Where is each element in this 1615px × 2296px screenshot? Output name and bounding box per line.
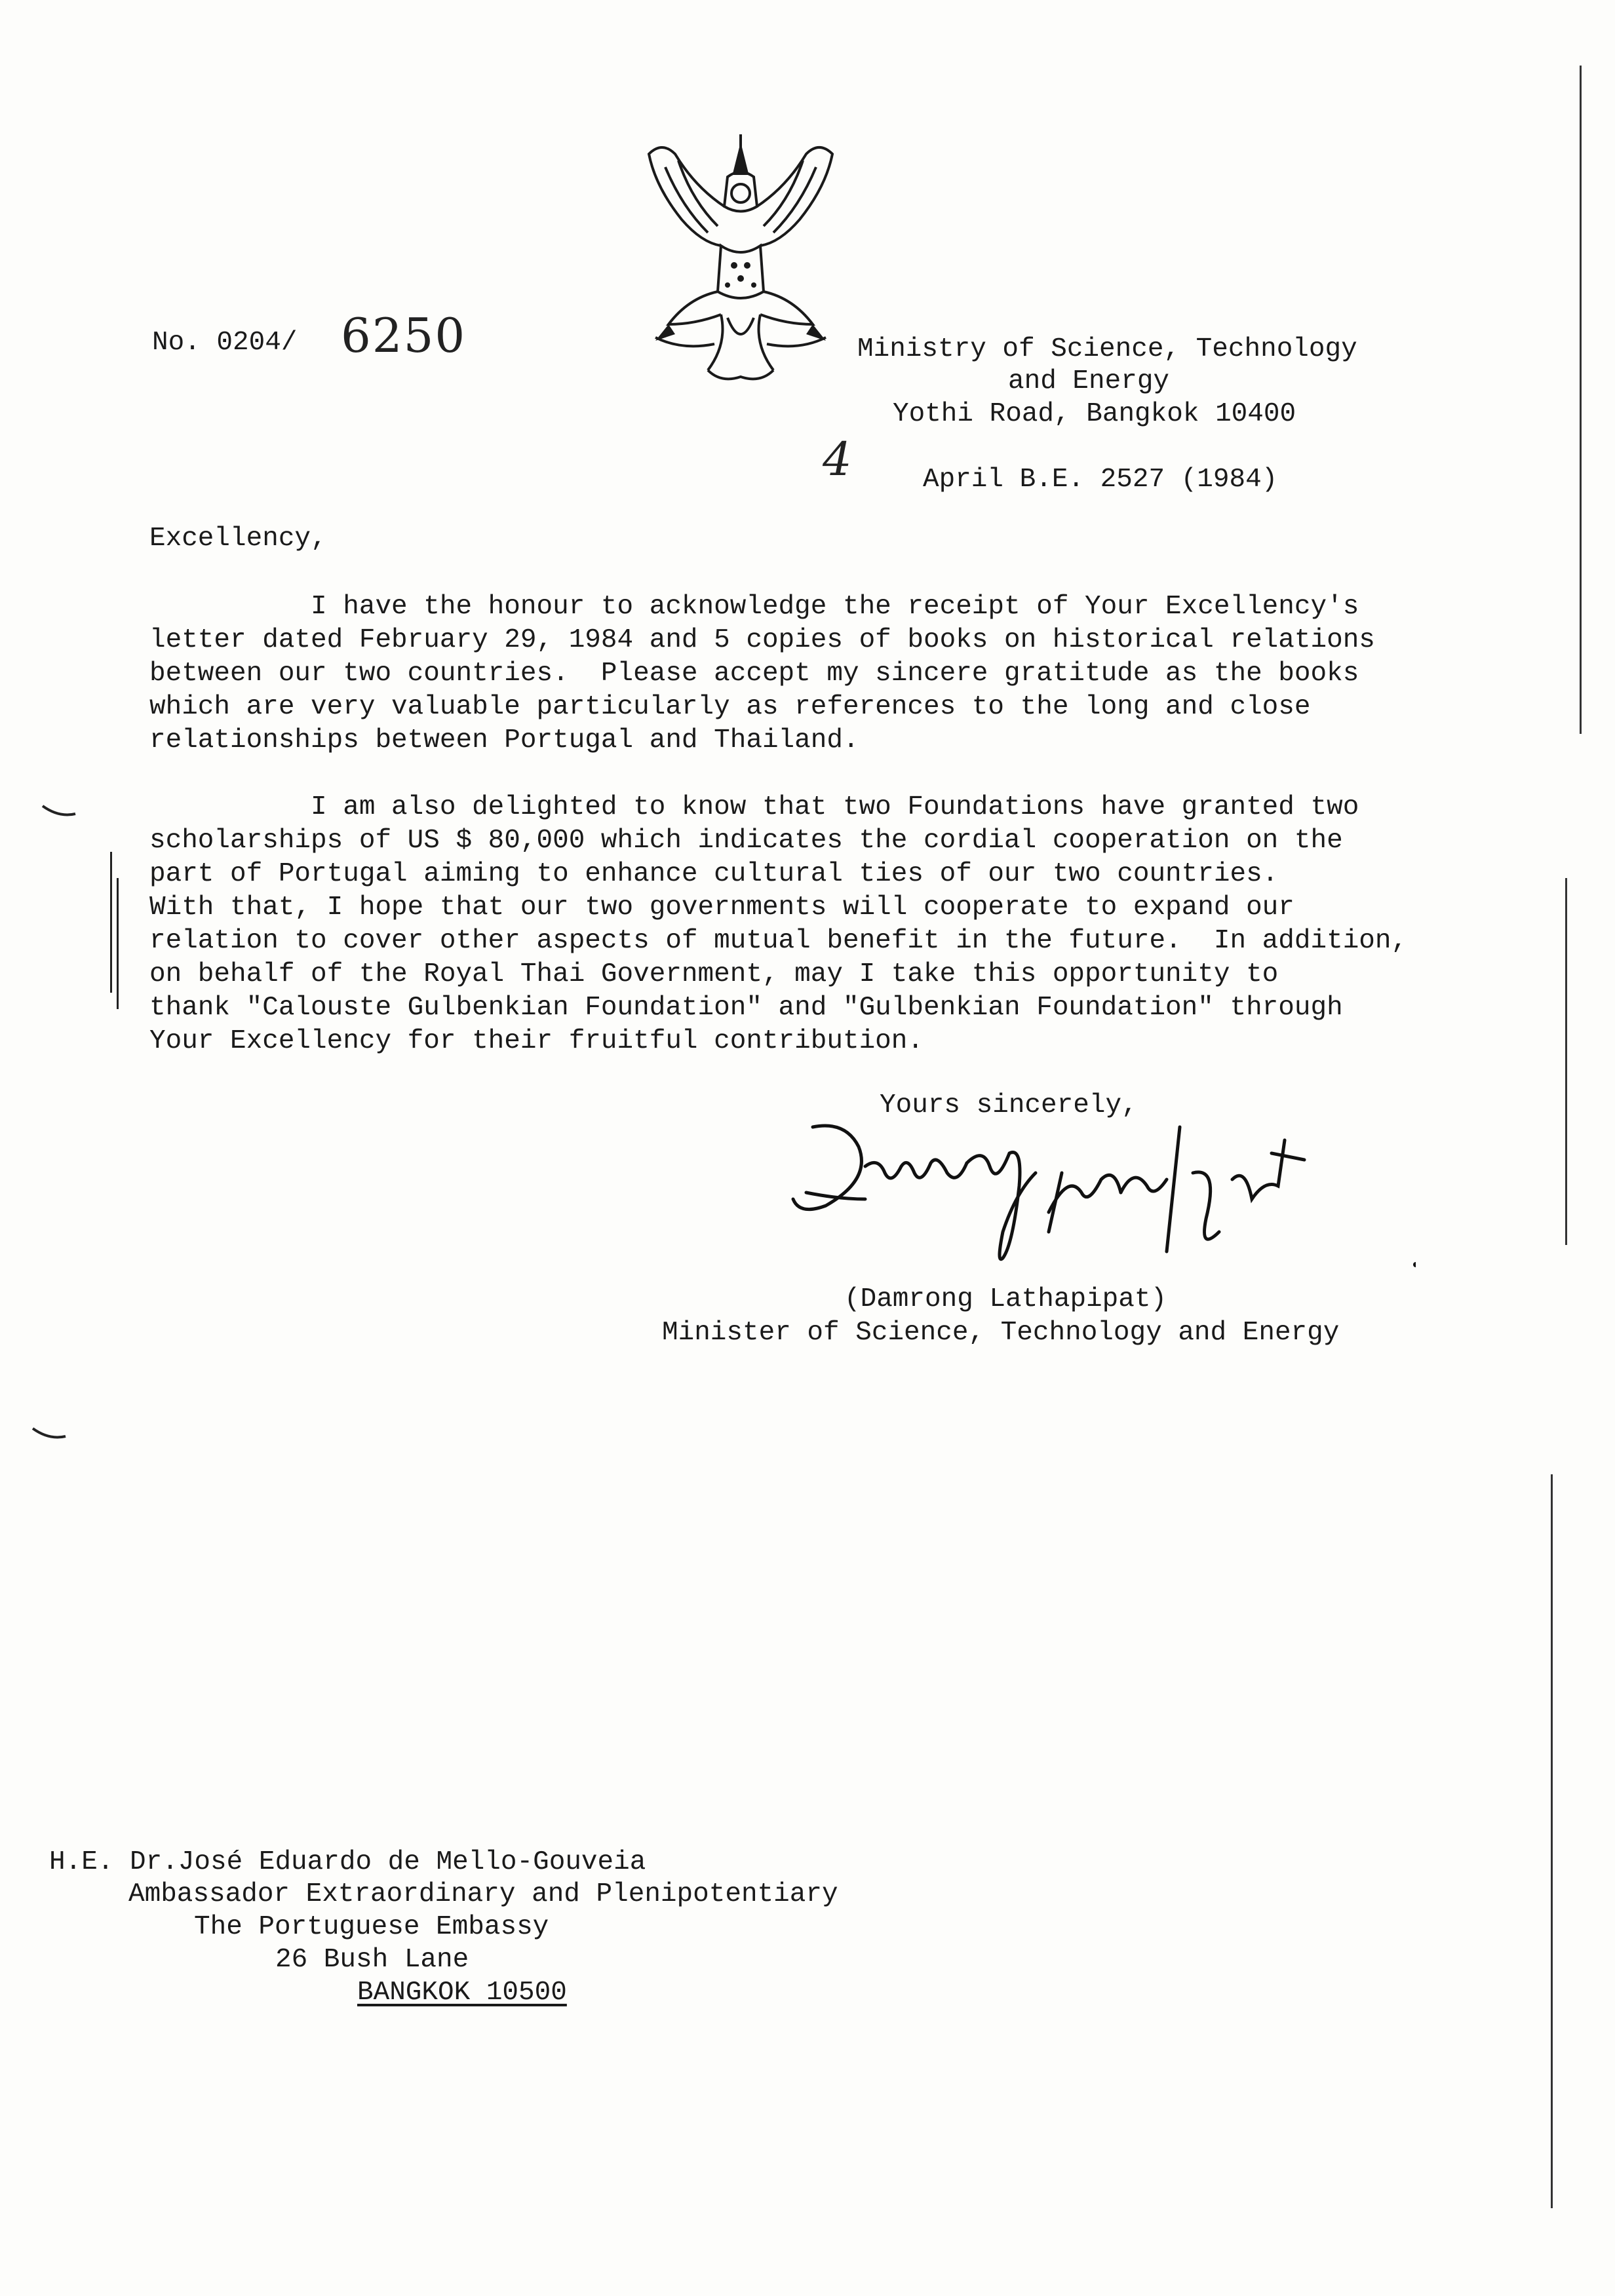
signatory-title: Minister of Science, Technology and Energy (662, 1318, 1340, 1348)
signatory-name: (Damrong Lathapipat) (844, 1284, 1167, 1314)
paragraph-2-line: relation to cover other aspects of mutual benefit in the future. In addition, (149, 926, 1408, 956)
margin-mark-line (117, 878, 119, 1009)
paragraph-1-line: relationships between Portugal and Thailand. (149, 725, 859, 756)
ministry-name-line1: Ministry of Science, Technology (857, 334, 1357, 364)
paragraph-1-line: between our two countries. Please accept my sincere gratitude as the books (149, 659, 1359, 689)
valediction: Yours sincerely, (880, 1090, 1138, 1120)
handwritten-signature (787, 1101, 1416, 1297)
recipient-name: H.E. Dr.José Eduardo de Mello-Gouveia (49, 1847, 646, 1877)
paragraph-2-line: With that, I hope that our two governments will cooperate to expand our (149, 892, 1294, 923)
recipient-street: 26 Bush Lane (275, 1945, 469, 1975)
margin-mark-line (110, 852, 112, 993)
paragraph-2-line: scholarships of US $ 80,000 which indicates the cordial cooperation on the (149, 826, 1343, 856)
paragraph-1-line: I have the honour to acknowledge the receipt of Your Excellency's (149, 592, 1359, 622)
reference-number-handwritten: 6250 (341, 308, 467, 363)
margin-tick-mark (39, 799, 79, 826)
reference-number-printed: No. 0204/ (152, 328, 298, 358)
paragraph-1-line: which are very valuable particularly as references to the long and close (149, 692, 1311, 722)
recipient-city: BANGKOK 10500 (357, 1978, 567, 2008)
paragraph-2-line: on behalf of the Royal Thai Government, may I take this opportunity to (149, 959, 1279, 989)
page-edge-line (1551, 1474, 1553, 2208)
date-day-handwritten: 4 (823, 432, 852, 486)
ministry-name-line2: and Energy (1008, 366, 1170, 396)
paragraph-2-line: I am also delighted to know that two Foundations have granted two (149, 792, 1359, 822)
paragraph-2-line: Your Excellency for their fruitful contribution. (149, 1026, 924, 1056)
paragraph-1-line: letter dated February 29, 1984 and 5 copies of books on historical relations (149, 625, 1375, 655)
paragraph-2-line: part of Portugal aiming to enhance cultural ties of our two countries. (149, 859, 1279, 889)
recipient-organization: The Portuguese Embassy (194, 1912, 549, 1942)
date-printed: April B.E. 2527 (1984) (923, 465, 1278, 495)
paragraph-2-line: thank "Calouste Gulbenkian Foundation" and "Gulbenkian Foundation" through (149, 993, 1343, 1023)
salutation: Excellency, (149, 524, 327, 554)
garuda-emblem-icon (629, 128, 852, 396)
recipient-position: Ambassador Extraordinary and Plenipotentiary (128, 1879, 838, 1909)
page-edge-line (1580, 66, 1582, 734)
margin-tick-mark (29, 1422, 69, 1448)
page-edge-line (1565, 878, 1567, 1245)
ministry-address: Yothi Road, Bangkok 10400 (893, 399, 1296, 429)
